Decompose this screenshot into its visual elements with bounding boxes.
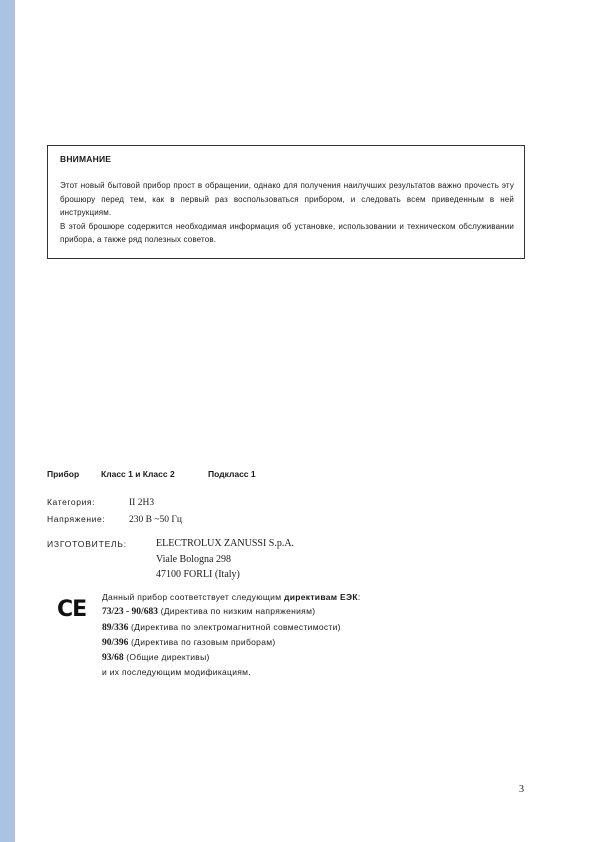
directive-row [102,604,361,619]
device-subclass: Подкласс 1 [208,469,256,479]
spec-voltage-row [47,512,182,529]
directive-row [102,650,361,665]
notice-text [60,179,514,247]
directive-code: 93/68 [102,653,124,664]
compliance-intro-text: Данный прибор соответствует следующим [102,592,282,602]
side-color-band [0,0,15,842]
spec-category-row [47,495,182,512]
voltage-value: 230 В ~50 Гц [129,514,182,525]
directive-desc: (Директива по электромагнитной совместимости) [128,621,341,632]
directive-code: 73/23 - 90/683 [102,607,158,618]
manufacturer-address [156,536,294,583]
directive-row [102,620,361,635]
directive-code: 90/396 [102,637,129,648]
compliance-intro-strong: директивам ЕЭК [284,592,358,602]
device-specs [47,495,182,528]
voltage-label: Напряжение: [47,513,106,524]
device-class: Класс 1 и Класс 2 [101,469,175,479]
attention-notice-box [47,145,525,259]
page-number: 3 [519,784,524,795]
directive-desc: (Директива по низким напряжениям) [157,606,316,617]
manufacturer-street: Viale Bologna 298 [156,553,231,565]
directive-desc: (Общие директивы) [123,652,210,663]
manufacturer-label: ИЗГОТОВИТЕЛЬ: [47,539,127,549]
directive-row [102,635,361,650]
directive-code: 89/336 [102,622,129,633]
notice-paragraph-2: В этой брошюре содержится необходимая информация об установке, использовании и техническом обслуживании прибора, а также ряд полезных советов. [60,221,514,245]
directive-desc: (Директива по газовым приборам) [128,636,276,647]
compliance-closing: и их последующим модификациям. [102,667,251,678]
ce-mark-icon: CE [57,597,87,622]
manufacturer-city: 47100 FORLI (Italy) [156,569,240,580]
compliance-intro-end: : [357,592,361,602]
notice-title: ВНИМАНИЕ [60,154,112,164]
device-label: Прибор [47,469,80,479]
manufacturer-name: ELECTROLUX ZANUSSI S.p.A. [156,538,295,549]
compliance-directives [102,590,361,680]
device-classification [47,469,256,479]
notice-paragraph-1: Этот новый бытовой прибор прост в обращении, однако для получения наилучших результатов важно прочесть эту брошюру перед тем, как в первый раз воспользоваться прибором, и следовать всем приведенным в ней инструкциям. [60,181,514,218]
category-value: II 2H3 [129,498,155,508]
category-label: Категория: [47,497,96,507]
compliance-intro [102,590,361,604]
